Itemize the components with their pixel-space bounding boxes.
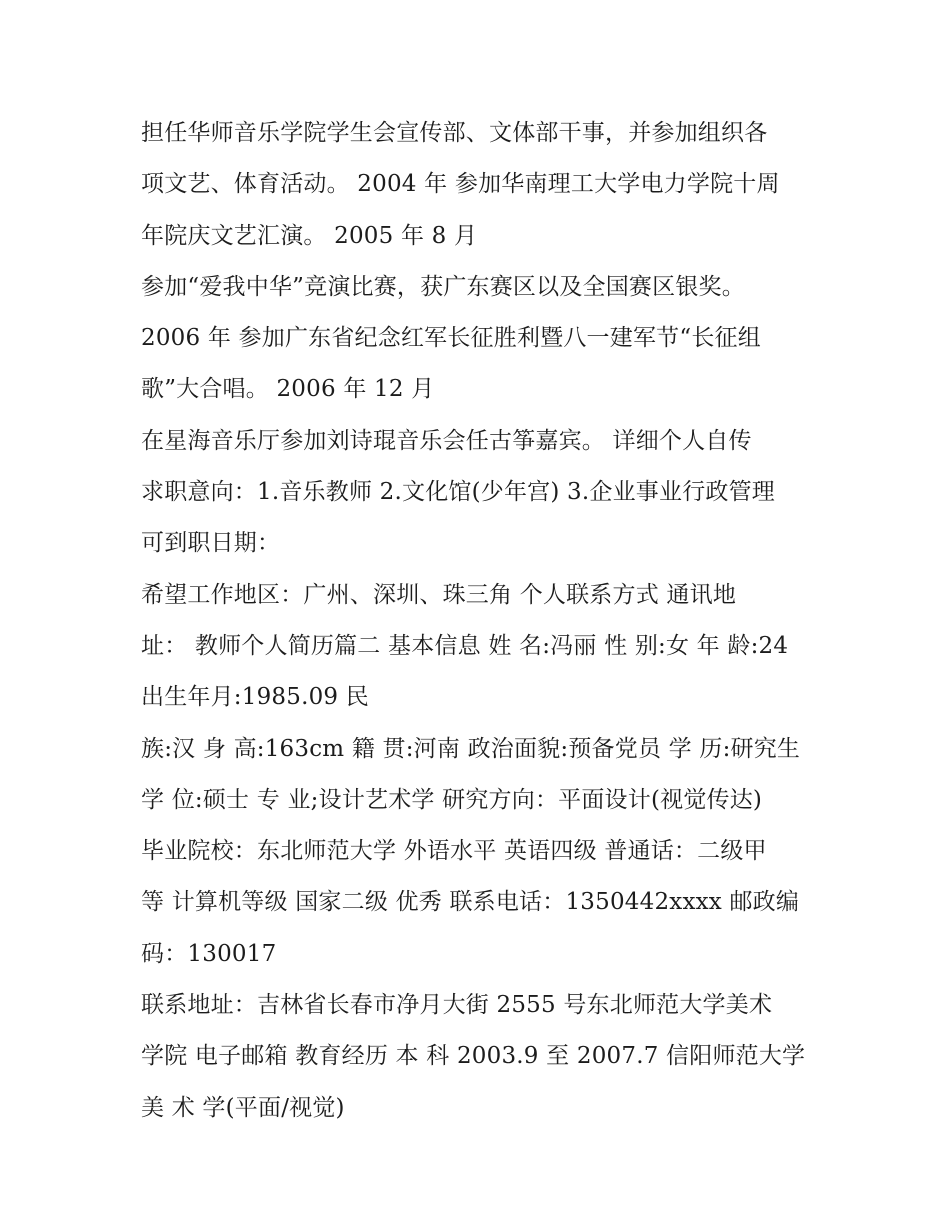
text-line: 址： 教师个人简历篇二 基本信息 姓 名:冯丽 性 别:女 年 龄:24 <box>141 632 789 659</box>
text-line: 参加“爱我中华”竞演比赛，获广东赛区以及全国赛区银奖。 <box>141 273 745 300</box>
text-line: 联系地址：吉林省长春市净月大街 2555 号东北师范大学美术 <box>141 992 773 1019</box>
text-line: 码：130017 <box>141 940 277 967</box>
text-line: 族:汉 身 高:163cm 籍 贯:河南 政治面貌:预备党员 学 历:研究生 <box>141 735 801 762</box>
text-line: 可到职日期： <box>141 530 281 557</box>
text-line: 担任华师音乐学院学生会宣传部、文体部干事，并参加组织各 <box>141 120 768 146</box>
text-line: 在星海音乐厅参加刘诗琨音乐会任古筝嘉宾。 详细个人自传 <box>141 427 752 454</box>
text-line: 等 计算机等级 国家二级 优秀 联系电话：1350442xxxx 邮政编 <box>141 889 800 916</box>
body-text <box>141 108 821 1134</box>
text-line: 希望工作地区：广州、深圳、珠三角 个人联系方式 通讯地 <box>141 581 737 608</box>
text-line: 年院庆文艺汇演。 2005 年 8 月 <box>141 222 478 249</box>
text-line: 学院 电子邮箱 教育经历 本 科 2003.9 至 2007.7 信阳师范大学 <box>141 1043 806 1070</box>
text-line: 求职意向：1.音乐教师 2.文化馆(少年宫) 3.企业事业行政管理 <box>141 479 776 506</box>
text-line: 2006 年 参加广东省纪念红军长征胜利暨八一建军节“长征组 <box>141 325 761 352</box>
text-line: 美 术 学(平面/视觉) <box>141 1094 345 1121</box>
text-line: 学 位:硕士 专 业;设计艺术学 研究方向：平面设计(视觉传达) <box>141 786 763 813</box>
text-line: 毕业院校：东北师范大学 外语水平 英语四级 普通话：二级甲 <box>141 838 767 865</box>
text-line: 项文艺、体育活动。 2004 年 参加华南理工大学电力学院十周 <box>141 171 780 198</box>
text-line: 出生年月:1985.09 民 <box>141 684 369 711</box>
text-line: 歌”大合唱。 2006 年 12 月 <box>141 376 435 403</box>
